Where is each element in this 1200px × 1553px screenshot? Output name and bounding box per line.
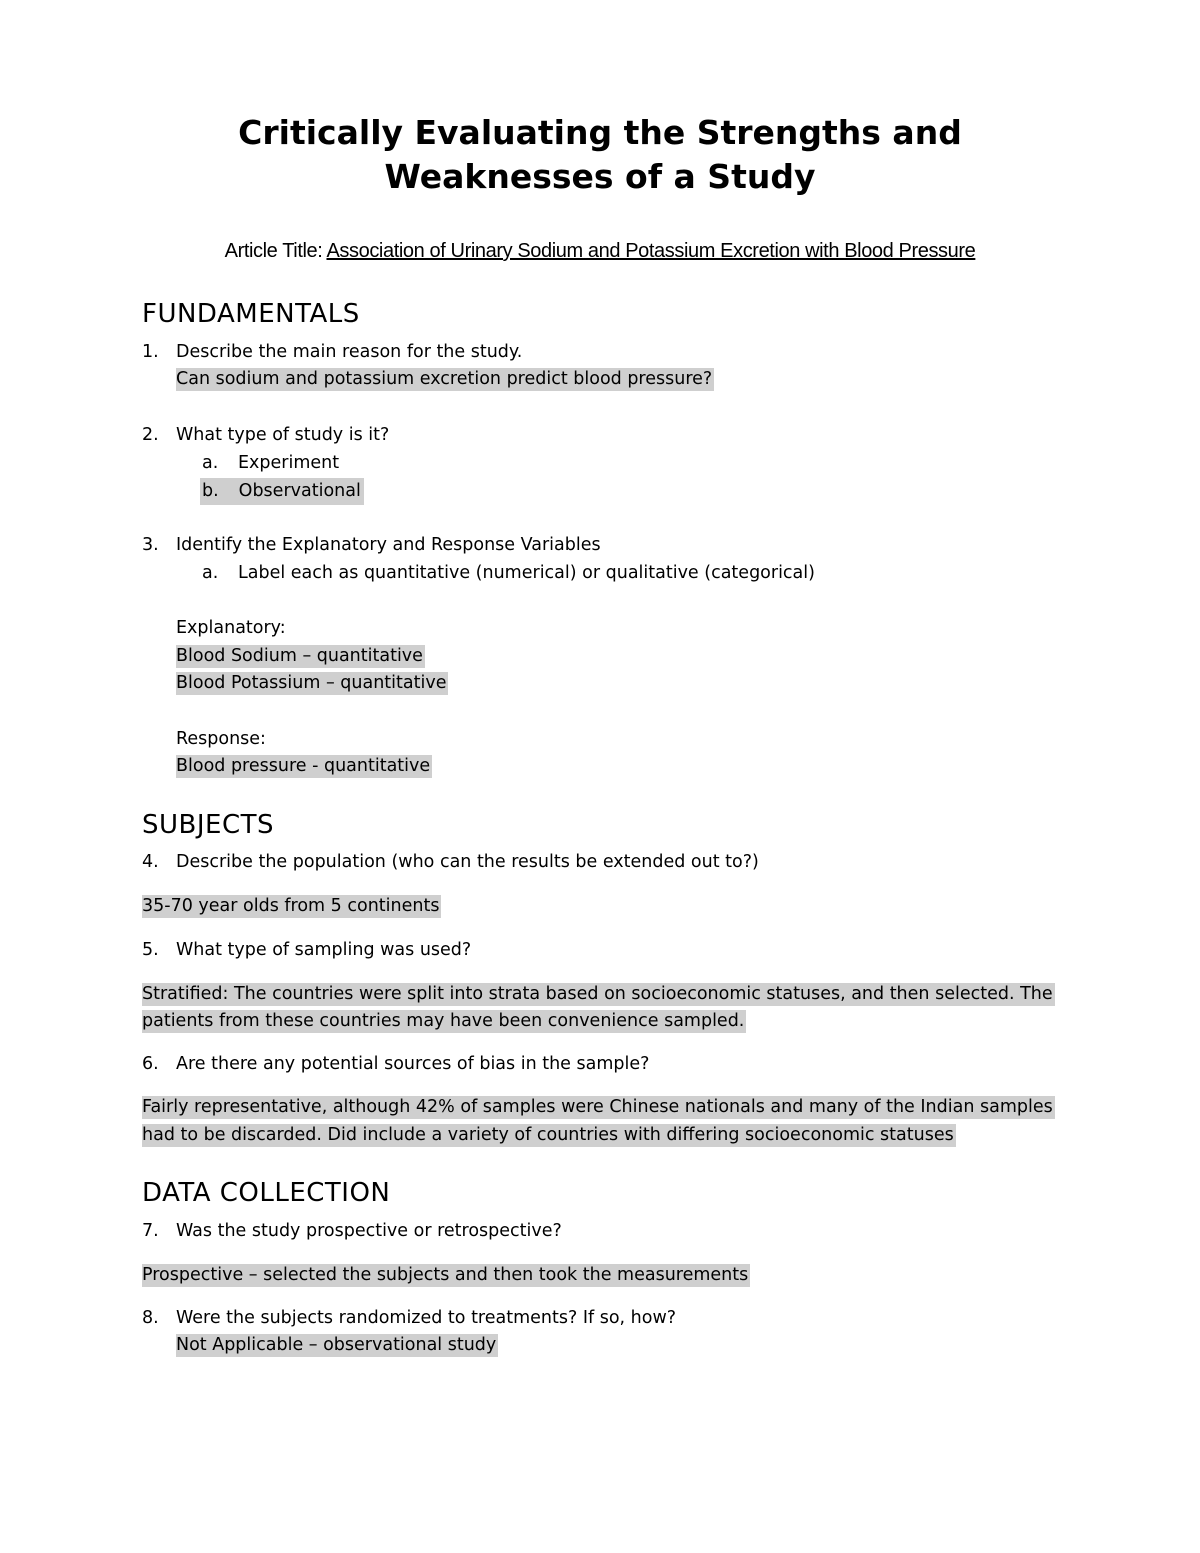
- question-8-text: Were the subjects randomized to treatments? If so, how?: [176, 1308, 677, 1328]
- question-number: 7.: [142, 1221, 159, 1241]
- explanatory-label: Explanatory:: [176, 618, 286, 638]
- article-title-label: Article Title:: [224, 240, 323, 262]
- option-a-label: a.: [202, 453, 219, 473]
- question-number: 6.: [142, 1054, 159, 1074]
- sub-item-label: a.: [202, 563, 219, 583]
- document-title-line-2: Weaknesses of a Study: [384, 157, 816, 196]
- question-6-answer-line-2: had to be discarded. Did include a variety of countries with differing socioeconomic statuses: [142, 1125, 954, 1145]
- article-title-line: [0, 240, 1200, 263]
- article-title-value: Association of Urinary Sodium and Potassium Excretion with Blood Pressure: [326, 240, 976, 262]
- section-heading-subjects: SUBJECTS: [142, 810, 275, 840]
- question-number: 3.: [142, 535, 159, 555]
- question-5-text: What type of sampling was used?: [176, 940, 472, 960]
- section-heading-data-collection: DATA COLLECTION: [142, 1178, 391, 1208]
- section-heading-fundamentals: FUNDAMENTALS: [142, 299, 360, 329]
- response-label: Response:: [176, 729, 266, 749]
- option-a-text: Experiment: [238, 453, 340, 473]
- question-6-text: Are there any potential sources of bias in the sample?: [176, 1054, 650, 1074]
- question-number: 5.: [142, 940, 159, 960]
- question-1-text: Describe the main reason for the study.: [176, 342, 523, 362]
- sub-item-text: Label each as quantitative (numerical) or qualitative (categorical): [238, 563, 815, 583]
- question-5-answer-line-2: patients from these countries may have been convenience sampled.: [142, 1011, 745, 1031]
- question-7-answer: Prospective – selected the subjects and then took the measurements: [142, 1265, 749, 1285]
- question-2-text: What type of study is it?: [176, 425, 390, 445]
- option-b-label: b.: [202, 481, 219, 501]
- option-b-text: Observational: [238, 481, 361, 501]
- explanatory-answer-1: Blood Sodium – quantitative: [176, 646, 423, 666]
- question-5-answer-line-1: Stratified: The countries were split into strata based on socioeconomic statuses, and then selected. The: [142, 984, 1053, 1004]
- response-answer: Blood pressure - quantitative: [176, 756, 431, 776]
- question-4-text: Describe the population (who can the results be extended out to?): [176, 852, 759, 872]
- question-3-text: Identify the Explanatory and Response Variables: [176, 535, 601, 555]
- explanatory-answer-2: Blood Potassium – quantitative: [176, 673, 447, 693]
- document-title-line-1: Critically Evaluating the Strengths and: [238, 113, 962, 152]
- question-1-answer: Can sodium and potassium excretion predict blood pressure?: [176, 369, 713, 389]
- question-7-text: Was the study prospective or retrospective?: [176, 1221, 562, 1241]
- question-number: 2.: [142, 425, 159, 445]
- question-number: 8.: [142, 1308, 159, 1328]
- question-number: 4.: [142, 852, 159, 872]
- question-6-answer-line-1: Fairly representative, although 42% of samples were Chinese nationals and many of the Indian samples: [142, 1097, 1053, 1117]
- question-4-answer: 35-70 year olds from 5 continents: [142, 896, 440, 916]
- question-8-answer: Not Applicable – observational study: [176, 1335, 497, 1355]
- option-b-selected: [200, 478, 364, 505]
- question-number: 1.: [142, 342, 159, 362]
